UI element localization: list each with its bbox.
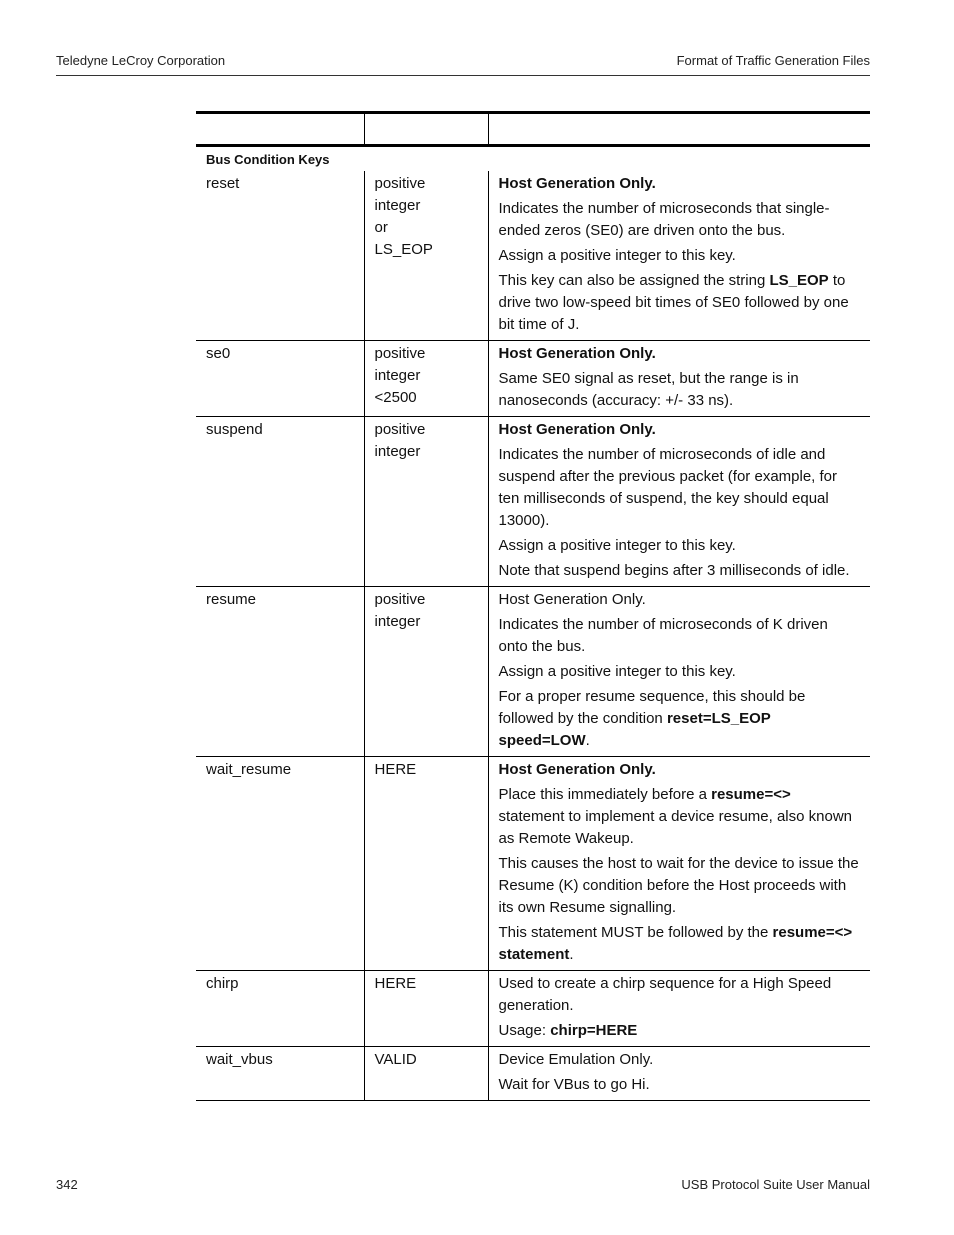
value-type-line: integer [374,367,421,384]
keyword-emphasis: resume=<> statement [498,924,853,963]
keyword-emphasis: reset=LS_EOP speed=LOW [498,710,771,749]
value-type-line: HERE [374,761,417,778]
description-paragraph [499,444,861,532]
table-row [196,757,870,971]
description-paragraph [499,173,861,195]
key-value-type [364,341,488,417]
key-description [488,417,870,587]
paragraph-text: . [569,946,574,963]
header-rule [56,75,870,76]
key-description [488,1047,870,1101]
key-name: resume [196,587,364,757]
description-paragraph [499,270,861,336]
description-paragraph [499,368,861,412]
key-name: wait_resume [196,757,364,971]
column-header-description [488,113,870,146]
description-paragraph [499,853,861,919]
table-row [196,171,870,341]
key-description [488,171,870,341]
value-type-line: integer [374,613,421,630]
description-paragraph [499,759,861,781]
table-row [196,1047,870,1101]
section-title: Bus Condition Keys [206,152,330,167]
paragraph-text: Assign a positive integer to this key. [498,537,736,554]
paragraph-text: Note that suspend begins after 3 milliseconds of idle. [498,562,850,579]
paragraph-text: This statement MUST be followed by the [498,924,773,941]
key-name: wait_vbus [196,1047,364,1101]
value-type-line: positive [374,421,426,438]
key-value-type [364,971,488,1047]
description-paragraph [499,1074,861,1096]
key-name: suspend [196,417,364,587]
paragraph-text: Usage: [498,1022,551,1039]
column-header-type [364,113,488,146]
key-description [488,757,870,971]
value-type-line: VALID [374,1051,417,1068]
table-body [196,171,870,1101]
paragraph-text: . [585,732,590,749]
description-paragraph [499,198,861,242]
column-header-key [196,113,364,146]
paragraph-text: For a proper resume sequence, this should be followed by the condition [498,688,806,727]
key-value-type [364,1047,488,1101]
generation-note: Host Generation Only. [498,761,656,778]
key-value-type [364,171,488,341]
manual-title: USB Protocol Suite User Manual [681,1177,870,1192]
key-description [488,971,870,1047]
value-type-line: positive [374,175,426,192]
description-paragraph [499,535,861,557]
description-paragraph [499,922,861,966]
table-section-row [196,146,870,172]
paragraph-text: to drive two low-speed bit times of SE0 followed by one bit time of J. [498,272,849,333]
table-column-header-row [196,113,870,146]
description-paragraph [499,245,861,267]
key-name: chirp [196,971,364,1047]
value-type-line: positive [374,591,426,608]
running-header-company: Teledyne LeCroy Corporation [56,53,226,68]
paragraph-text: Device Emulation Only. [498,1051,654,1068]
table-row [196,417,870,587]
key-description [488,587,870,757]
key-name: reset [196,171,364,341]
paragraph-text: Same SE0 signal as reset, but the range is in nanoseconds (accuracy: +/- 33 ns). [498,370,799,409]
description-paragraph [499,661,861,683]
value-type-line: or [374,219,388,236]
description-paragraph [499,419,861,441]
generation-note: Host Generation Only. [498,345,656,362]
table-row [196,587,870,757]
description-paragraph [499,973,861,1017]
paragraph-text: Indicates the number of microseconds that single-ended zeros (SE0) are driven onto the bus. [498,200,830,239]
value-type-line: integer [374,197,421,214]
keyword-emphasis: resume=<> [711,786,791,803]
paragraph-text: Assign a positive integer to this key. [498,663,736,680]
keyword-emphasis: chirp=HERE [550,1022,638,1039]
bus-condition-keys-table [196,111,870,1101]
paragraph-text: This causes the host to wait for the device to issue the Resume (K) condition before the Host proceeds with its own Resume signalling. [498,855,859,916]
paragraph-text: This key can also be assigned the string [498,272,770,289]
paragraph-text: Used to create a chirp sequence for a High Speed generation. [498,975,832,1014]
description-paragraph [499,686,861,752]
value-type-line: <2500 [374,389,417,406]
key-name: se0 [196,341,364,417]
description-paragraph [499,343,861,365]
generation-note: Host Generation Only. [498,175,656,192]
key-value-type [364,587,488,757]
paragraph-text: Assign a positive integer to this key. [498,247,736,264]
description-paragraph [499,589,861,611]
description-paragraph [499,784,861,850]
table-row [196,341,870,417]
paragraph-text: Indicates the number of microseconds of K driven onto the bus. [498,616,828,655]
page-number: 342 [56,1177,78,1192]
paragraph-text: Wait for VBus to go Hi. [498,1076,650,1093]
table-row [196,971,870,1047]
value-type-line: integer [374,443,421,460]
value-type-line: HERE [374,975,417,992]
description-paragraph [499,560,861,582]
keyword-emphasis: LS_EOP [769,272,829,289]
value-type-line: LS_EOP [374,241,433,258]
description-paragraph [499,1020,861,1042]
paragraph-text: Host Generation Only. [498,591,646,608]
key-description [488,341,870,417]
generation-note: Host Generation Only. [498,421,656,438]
paragraph-text: Place this immediately before a [498,786,712,803]
key-value-type [364,417,488,587]
running-header-chapter: Format of Traffic Generation Files [676,53,870,68]
paragraph-text: Indicates the number of microseconds of idle and suspend after the previous packet (for example, for ten milliseconds of suspend, the key should equal 13000). [498,446,838,529]
value-type-line: positive [374,345,426,362]
paragraph-text: statement to implement a device resume, also known as Remote Wakeup. [498,808,853,847]
description-paragraph [499,1049,861,1071]
description-paragraph [499,614,861,658]
key-value-type [364,757,488,971]
